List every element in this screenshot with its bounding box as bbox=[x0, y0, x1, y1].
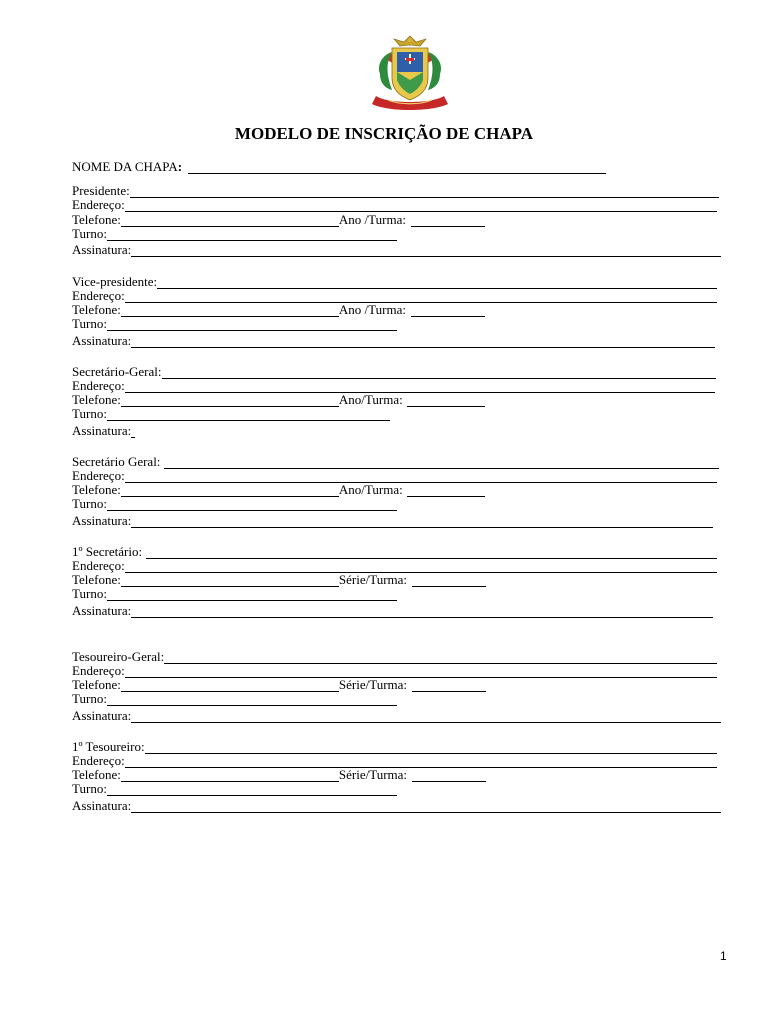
endereco-label: Endereço: bbox=[72, 558, 125, 573]
role-label: Tesoureiro-Geral: bbox=[72, 649, 165, 664]
telefone-label: Telefone: bbox=[72, 302, 121, 317]
primeiro-tesoureiro-assinatura-row bbox=[72, 799, 721, 813]
page-number: 1 bbox=[720, 949, 727, 963]
assinatura-label: Assinatura: bbox=[72, 242, 132, 257]
primeiro-tesoureiro-turma-field[interactable] bbox=[412, 770, 486, 782]
presidente-name-field[interactable] bbox=[130, 186, 719, 198]
endereco-label: Endereço: bbox=[72, 197, 125, 212]
role-label: Secretário Geral: bbox=[72, 454, 161, 469]
turma-label: Série/Turma: bbox=[338, 767, 408, 782]
tesoureiro-geral-role-row bbox=[72, 650, 717, 664]
primeiro-tesoureiro-endereco-field[interactable] bbox=[125, 756, 717, 768]
tesoureiro-geral-endereco-row bbox=[72, 664, 717, 678]
chapa-name-colon: : bbox=[177, 159, 183, 174]
secretario-geral-2-name-field[interactable] bbox=[164, 457, 719, 469]
primeiro-tesoureiro-turno-row bbox=[72, 782, 397, 796]
form-title: MODELO DE INSCRIÇÃO DE CHAPA bbox=[234, 124, 534, 143]
primeiro-tesoureiro-assinatura-field[interactable] bbox=[131, 801, 721, 813]
presidente-endereco-field[interactable] bbox=[125, 200, 717, 212]
turno-label: Turno: bbox=[72, 691, 107, 706]
endereco-label: Endereço: bbox=[72, 753, 125, 768]
secretario-geral-2-turma-field[interactable] bbox=[407, 485, 485, 497]
tesoureiro-geral-name-field[interactable] bbox=[164, 652, 717, 664]
primeiro-secretario-telefone-field[interactable] bbox=[121, 575, 339, 587]
role-label: 1º Tesoureiro: bbox=[72, 739, 145, 754]
primeiro-tesoureiro-turno-field[interactable] bbox=[107, 784, 397, 796]
turma-label: Ano /Turma: bbox=[338, 212, 406, 227]
primeiro-secretario-turno-field[interactable] bbox=[107, 589, 397, 601]
tesoureiro-geral-assinatura-row bbox=[72, 709, 721, 723]
vice-presidente-role-row bbox=[72, 275, 717, 289]
telefone-label: Telefone: bbox=[72, 392, 121, 407]
secretario-geral-turno-field[interactable] bbox=[107, 409, 390, 421]
tesoureiro-geral-assinatura-field[interactable] bbox=[131, 711, 721, 723]
secretario-geral-assinatura-row bbox=[72, 424, 135, 438]
role-label: Presidente: bbox=[72, 183, 130, 198]
vice-presidente-endereco-row bbox=[72, 289, 717, 303]
tesoureiro-geral-turno-row bbox=[72, 692, 397, 706]
vice-presidente-turma-field[interactable] bbox=[411, 305, 485, 317]
primeiro-secretario-name-field[interactable] bbox=[146, 547, 717, 559]
telefone-label: Telefone: bbox=[72, 482, 121, 497]
telefone-label: Telefone: bbox=[72, 212, 121, 227]
vice-presidente-name-field[interactable] bbox=[157, 277, 717, 289]
secretario-geral-2-endereco-field[interactable] bbox=[125, 471, 717, 483]
primeiro-tesoureiro-name-field[interactable] bbox=[145, 742, 717, 754]
primeiro-tesoureiro-endereco-row bbox=[72, 754, 717, 768]
telefone-label: Telefone: bbox=[72, 572, 121, 587]
turma-label: Série/Turma: bbox=[338, 677, 408, 692]
primeiro-secretario-turma-field[interactable] bbox=[412, 575, 486, 587]
turma-label: Ano/Turma: bbox=[338, 392, 403, 407]
tesoureiro-geral-endereco-field[interactable] bbox=[125, 666, 717, 678]
turno-label: Turno: bbox=[72, 406, 107, 421]
assinatura-label: Assinatura: bbox=[72, 513, 132, 528]
endereco-label: Endereço: bbox=[72, 663, 125, 678]
presidente-assinatura-field[interactable] bbox=[131, 245, 721, 257]
role-label: 1º Secretário: bbox=[72, 544, 143, 559]
primeiro-tesoureiro-telefone-row bbox=[72, 768, 486, 782]
secretario-geral-telefone-field[interactable] bbox=[121, 395, 339, 407]
presidente-telefone-field[interactable] bbox=[121, 215, 339, 227]
assinatura-label: Assinatura: bbox=[72, 423, 132, 438]
secretario-geral-2-assinatura-row bbox=[72, 514, 713, 528]
endereco-label: Endereço: bbox=[72, 468, 125, 483]
turno-label: Turno: bbox=[72, 586, 107, 601]
turno-label: Turno: bbox=[72, 496, 107, 511]
turma-label: Ano/Turma: bbox=[338, 482, 403, 497]
primeiro-secretario-turno-row bbox=[72, 587, 397, 601]
turma-label: Série/Turma: bbox=[338, 572, 408, 587]
telefone-label: Telefone: bbox=[72, 677, 121, 692]
primeiro-secretario-assinatura-row bbox=[72, 604, 713, 618]
vice-presidente-turno-row bbox=[72, 317, 397, 331]
role-label: Secretário-Geral: bbox=[72, 364, 162, 379]
assinatura-label: Assinatura: bbox=[72, 333, 132, 348]
primeiro-secretario-telefone-row bbox=[72, 573, 486, 587]
telefone-label: Telefone: bbox=[72, 767, 121, 782]
secretario-geral-turno-row bbox=[72, 407, 390, 421]
coat-of-arms-icon bbox=[364, 34, 456, 114]
tesoureiro-geral-telefone-row bbox=[72, 678, 486, 692]
secretario-geral-telefone-row bbox=[72, 393, 485, 407]
assinatura-label: Assinatura: bbox=[72, 798, 132, 813]
secretario-geral-2-turno-row bbox=[72, 497, 397, 511]
turno-label: Turno: bbox=[72, 316, 107, 331]
secretario-geral-assinatura-field[interactable] bbox=[131, 426, 135, 438]
vice-presidente-assinatura-row bbox=[72, 334, 715, 348]
primeiro-secretario-role-row bbox=[72, 545, 717, 559]
chapa-name-row bbox=[72, 160, 606, 174]
secretario-geral-2-telefone-row bbox=[72, 483, 485, 497]
secretario-geral-role-row bbox=[72, 365, 716, 379]
secretario-geral-endereco-row bbox=[72, 379, 715, 393]
secretario-geral-name-field[interactable] bbox=[162, 367, 716, 379]
secretario-geral-2-telefone-field[interactable] bbox=[121, 485, 339, 497]
presidente-turno-row bbox=[72, 227, 397, 241]
assinatura-label: Assinatura: bbox=[72, 603, 132, 618]
presidente-turma-field[interactable] bbox=[411, 215, 485, 227]
secretario-geral-turma-field[interactable] bbox=[407, 395, 485, 407]
secretario-geral-endereco-field[interactable] bbox=[125, 381, 715, 393]
presidente-endereco-row bbox=[72, 198, 717, 212]
vice-presidente-assinatura-field[interactable] bbox=[131, 336, 715, 348]
chapa-name-label: NOME DA CHAPA bbox=[72, 159, 178, 174]
vice-presidente-telefone-row bbox=[72, 303, 485, 317]
turno-label: Turno: bbox=[72, 781, 107, 796]
primeiro-secretario-endereco-field[interactable] bbox=[125, 561, 717, 573]
presidente-assinatura-row bbox=[72, 243, 721, 257]
vice-presidente-turno-field[interactable] bbox=[107, 319, 397, 331]
chapa-name-field[interactable] bbox=[188, 162, 606, 174]
endereco-label: Endereço: bbox=[72, 288, 125, 303]
assinatura-label: Assinatura: bbox=[72, 708, 132, 723]
secretario-geral-2-endereco-row bbox=[72, 469, 717, 483]
primeiro-secretario-endereco-row bbox=[72, 559, 717, 573]
secretario-geral-2-turno-field[interactable] bbox=[107, 499, 397, 511]
secretario-geral-2-assinatura-field[interactable] bbox=[131, 516, 713, 528]
tesoureiro-geral-telefone-field[interactable] bbox=[121, 680, 339, 692]
primeiro-tesoureiro-role-row bbox=[72, 740, 717, 754]
turno-label: Turno: bbox=[72, 226, 107, 241]
tesoureiro-geral-turma-field[interactable] bbox=[412, 680, 486, 692]
primeiro-secretario-assinatura-field[interactable] bbox=[131, 606, 713, 618]
presidente-telefone-row bbox=[72, 213, 485, 227]
vice-presidente-telefone-field[interactable] bbox=[121, 305, 339, 317]
secretario-geral-2-role-row bbox=[72, 455, 719, 469]
turma-label: Ano /Turma: bbox=[338, 302, 406, 317]
presidente-turno-field[interactable] bbox=[107, 229, 397, 241]
presidente-role-row bbox=[72, 184, 719, 198]
primeiro-tesoureiro-telefone-field[interactable] bbox=[121, 770, 339, 782]
vice-presidente-endereco-field[interactable] bbox=[125, 291, 717, 303]
endereco-label: Endereço: bbox=[72, 378, 125, 393]
tesoureiro-geral-turno-field[interactable] bbox=[107, 694, 397, 706]
role-label: Vice-presidente: bbox=[72, 274, 158, 289]
